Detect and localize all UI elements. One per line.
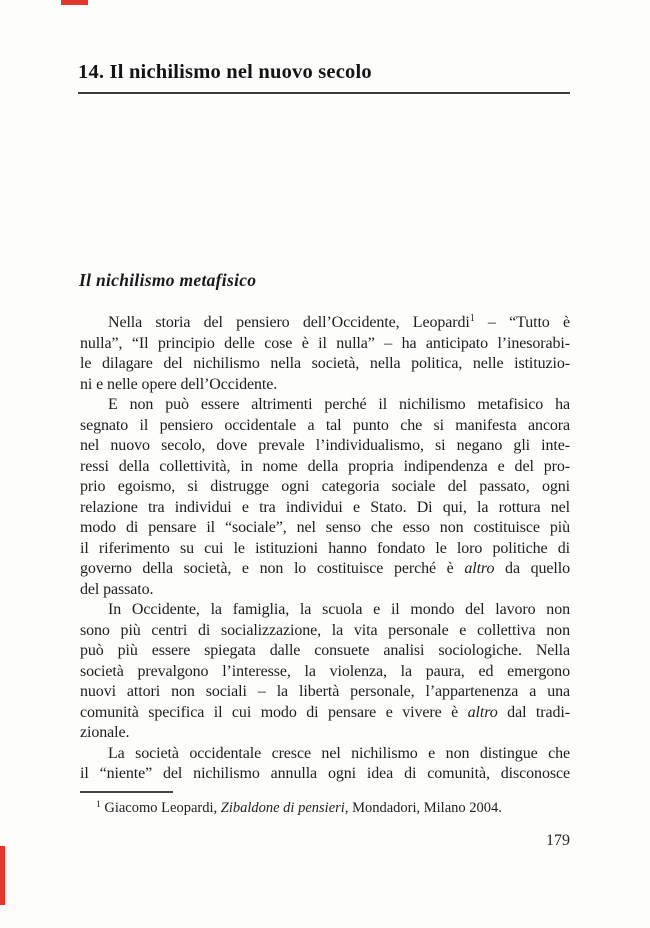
chapter-title: 14. Il nichilismo nel nuovo secolo [78,61,372,83]
text-line [80,375,570,396]
text-segment: relazione tra individui e tra individui e Stato. Di qui, la rottura nel [80,498,570,516]
text-segment: – “Tutto è [474,314,570,331]
text-segment: La società occidentale cresce nel nichilismo e non distingue che [108,744,570,762]
text-line [80,559,570,580]
text-line [80,539,570,560]
section-heading: Il nichilismo metafisico [79,270,257,290]
text-line [80,354,570,375]
page-number: 179 [546,832,570,849]
text-segment: ni e nelle opere dell’Occidente. [80,375,278,393]
text-segment: E non può essere altrimenti perché il nichilismo metafisico ha [108,396,570,413]
text-segment: comunità specifica il cui modo di pensare e vivere è [80,703,468,721]
text-line [80,703,570,724]
text-segment: le dilagare del nichilismo nella società, nella politica, nelle istituzio- [80,355,570,372]
text-line [80,723,570,744]
footnote-rule [80,791,173,793]
text-line [80,641,570,662]
text-segment: Nella storia del pensiero dell’Occidente, Leopardi [108,314,470,331]
text-segment: può più essere spiegata dalle consuete analisi sociologiche. Nella [80,642,570,659]
text-line [80,744,570,765]
text-line [80,436,570,457]
chapter-title-rule [78,92,570,94]
text-segment: nuovi attori non sociali – la libertà personale, l’appartenenza a una [80,683,570,700]
text-line [80,313,570,334]
text-line [80,682,570,703]
text-segment: prio egoismo, si distrugge ogni categoria sociale del passato, ogni [80,478,570,495]
text-line [80,334,570,355]
text-segment: dal tradi- [497,703,570,721]
footnote-reference-marker: 1 [469,313,475,324]
text-segment: segnato il pensiero occidentale a tal punto che si manifesta ancora [80,416,570,434]
text-segment: altro [467,703,498,721]
text-line [80,621,570,642]
footnote [80,799,570,817]
text-segment: società prevalgono l’interesse, la violenza, la paura, ed emergono [80,662,570,680]
text-segment: In Occidente, la famiglia, la scuola e il mondo del lavoro non [108,601,570,618]
text-line [80,764,570,785]
text-line [80,477,570,498]
text-segment: nel nuovo secolo, dove prevale l’individualismo, si negano gli inte- [80,437,570,454]
text-segment: Giacomo Leopardi, [100,800,221,816]
text-segment: sono più centri di socializzazione, la vita personale e collettiva non [80,621,570,639]
text-line [80,457,570,478]
text-segment: governo della società, e non lo costituisce perché è [80,560,465,577]
text-line [80,395,570,416]
red-scan-edge-mark-top [61,0,88,5]
text-segment: il riferimento su cui le istituzioni hanno fondato le loro politiche di [80,539,570,557]
text-line [80,416,570,437]
text-line [80,662,570,683]
text-line [80,498,570,519]
text-segment: modo di pensare il “sociale”, nel senso che esso non costituisce più [80,519,570,536]
text-segment: del passato. [80,580,154,598]
text-segment: altro [464,560,495,577]
footnote-reference-marker: 1 [96,800,101,810]
paragraph [80,313,570,395]
text-line [80,580,570,601]
text-segment: Zibaldone di pensieri [220,800,345,816]
paragraph [80,744,570,785]
text-segment: il “niente” del nichilismo annulla ogni idea di comunità, disconosce [80,765,570,782]
text-line [80,518,570,539]
text-line [80,600,570,621]
paragraph [80,600,570,744]
red-scan-edge-mark-left [0,846,5,905]
text-segment: , Mondadori, Milano 2004. [344,800,502,816]
paragraph [80,395,570,600]
body-text [80,313,570,785]
text-segment: nulla”, “Il principio delle cose è il nulla” – ha anticipato l’inesorabi- [80,334,570,352]
text-segment: da quello [494,560,570,577]
text-segment: zionale. [80,724,130,741]
text-segment: ressi della collettività, in nome della propria indipendenza e del pro- [80,457,570,475]
